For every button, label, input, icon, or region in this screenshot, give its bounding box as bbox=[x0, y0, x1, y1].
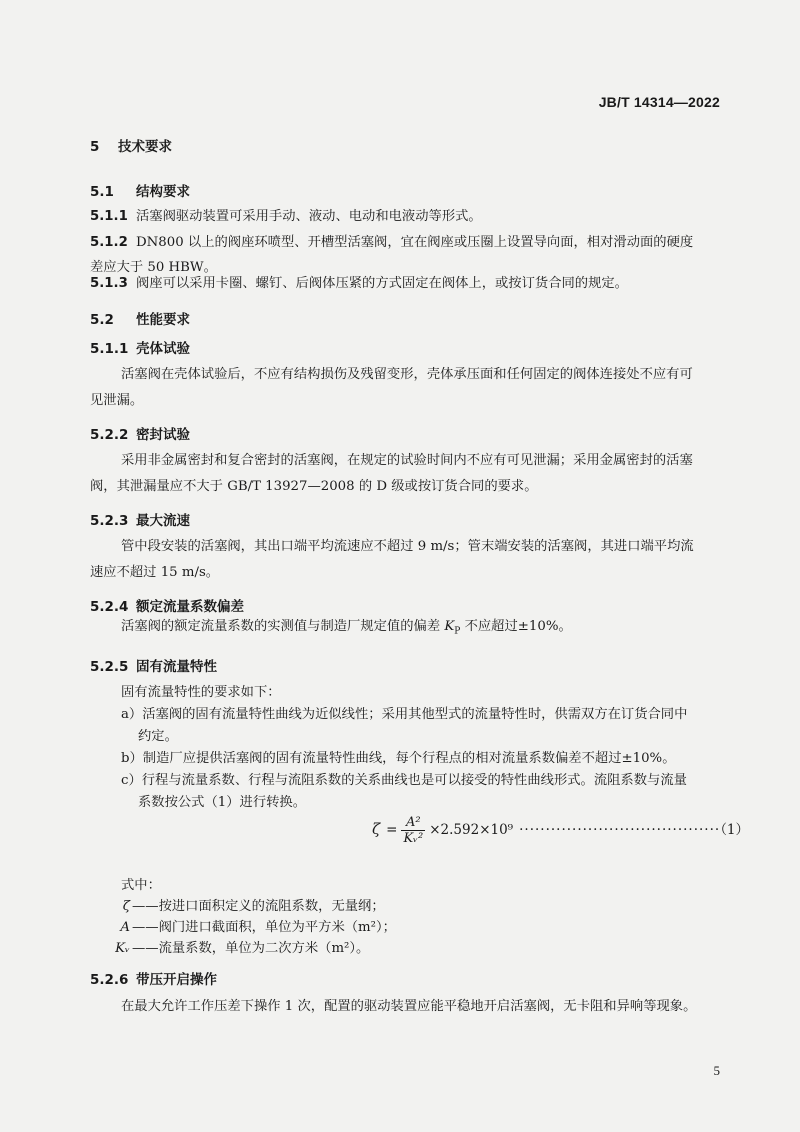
formula-1: ζ = $\frac{\text{A²}}{\text{Kᵥ²}}$ ×2.592×10⁹ ······································（1） bbox=[372, 815, 750, 846]
list-item-c-line2: 系数按公式（1）进行转换。 bbox=[138, 795, 307, 810]
standard-code: JB/T 14314—2022 bbox=[598, 94, 720, 110]
seal-test-line2: 阀，其泄漏量应不大于 GB/T 13927—2008 的 D 级或按订货合同的要求。 bbox=[90, 479, 538, 494]
shell-test-line1: 活塞阀在壳体试验后，不应有结构损伤及残留变形，壳体承压面和任何固定的阀体连接处不应有可 bbox=[121, 367, 693, 382]
section-5-heading: 5 技术要求 bbox=[90, 139, 172, 155]
where-zeta: ζ ——按进口面积定义的流阻系数，无量纲； bbox=[122, 899, 385, 914]
list-item-c-line1: c）行程与流量系数、行程与流阻系数的关系曲线也是可以接受的特性曲线形式。流阻系数与流量 bbox=[121, 773, 687, 788]
flow-characteristic-intro: 固有流量特性的要求如下： bbox=[121, 685, 281, 700]
section-5-2-2-heading: 5.2.2 密封试验 bbox=[90, 427, 190, 443]
section-5-2-6-heading: 5.2.6 带压开启操作 bbox=[90, 972, 217, 988]
formula-zeta-symbol: ζ bbox=[372, 820, 381, 838]
section-shell-test-heading: 5.1.1 壳体试验 bbox=[90, 341, 190, 357]
flow-coefficient-deviation: 活塞阀的额定流量系数的实测值与制造厂规定值的偏差 $K_P$ 不应超过±10%。 bbox=[121, 619, 572, 637]
section-5-2-3-heading: 5.2.3 最大流速 bbox=[90, 513, 190, 529]
max-velocity-line1: 管中段安装的活塞阀，其出口端平均流速应不超过 9 m/s；管末端安装的活塞阀，其进口端平均流 bbox=[121, 539, 694, 554]
where-kv: Kᵥ ——流量系数，单位为二次方米（m²）。 bbox=[115, 941, 370, 956]
formula-number: （1） bbox=[720, 822, 750, 838]
clause-5-1-2-line1: 5.1.2 DN800 以上的阀座环喷型、开槽型活塞阀，宜在阀座或压圈上设置导向面，相对滑动面的硬度 bbox=[90, 235, 694, 250]
page-number: 5 bbox=[713, 1063, 720, 1078]
section-5-2-4-heading: 5.2.4 额定流量系数偏差 bbox=[90, 599, 244, 615]
list-item-a-line1: a）活塞阀的固有流量特性曲线为近似线性；采用其他型式的流量特性时，供需双方在订货合同中 bbox=[121, 707, 688, 722]
section-5-2-heading: 5.2 性能要求 bbox=[90, 312, 190, 328]
formula-leader-dots: ······································ bbox=[519, 822, 721, 838]
max-velocity-line2: 速应不超过 15 m/s。 bbox=[90, 565, 220, 580]
list-item-b: b）制造厂应提供活塞阀的固有流量特性曲线，每个行程点的相对流量系数偏差不超过±10%。 bbox=[121, 751, 676, 766]
seal-test-line1: 采用非金属密封和复合密封的活塞阀，在规定的试验时间内不应有可见泄漏；采用金属密封的活塞 bbox=[121, 453, 693, 468]
formula-fraction: $\frac{\text{A²}}{\text{Kᵥ²}}$ bbox=[403, 815, 424, 846]
where-label: 式中： bbox=[121, 878, 161, 893]
clause-5-1-1: 5.1.1 活塞阀驱动装置可采用手动、液动、电动和电液动等形式。 bbox=[90, 209, 482, 224]
section-5-1-heading: 5.1 结构要求 bbox=[90, 184, 190, 200]
where-area: A ——阀门进口截面积，单位为平方米（m²）； bbox=[120, 920, 396, 935]
shell-test-line2: 见泄漏。 bbox=[90, 393, 144, 408]
section-5-2-5-heading: 5.2.5 固有流量特性 bbox=[90, 659, 217, 675]
pressure-opening-text: 在最大允许工作压差下操作 1 次，配置的驱动装置应能平稳地开启活塞阀，无卡阻和异响等现象。 bbox=[121, 999, 697, 1014]
clause-5-1-2-line2: 差应大于 50 HBW。 bbox=[90, 260, 217, 275]
list-item-a-line2: 约定。 bbox=[138, 729, 178, 744]
clause-5-1-3: 5.1.3 阀座可以采用卡圈、螺钉、后阀体压紧的方式固定在阀体上，或按订货合同的规定。 bbox=[90, 276, 628, 291]
